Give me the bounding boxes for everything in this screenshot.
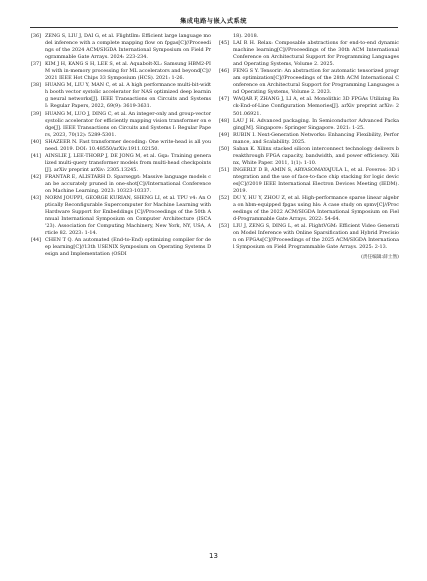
reference-entry: [31, 33, 211, 61]
reference-number: [51]: [219, 166, 230, 173]
reference-number: [44]: [31, 237, 42, 244]
header-divider: [30, 27, 398, 28]
reference-text: KIM J H, KANG S H, LEE S, et al. Aquabolt-XL: Samsung HBM2-PIM with in-memory processing for ML accelerators and beyond[C]//2021 IEEE Hot Chips 33 Symposium (HCS). 2021: 1-26.: [45, 61, 211, 82]
reference-number: [50]: [219, 145, 230, 152]
reference-number: [47]: [219, 96, 230, 103]
reference-entry: [219, 132, 399, 146]
reference-text: ZENG S, LIU J, DAI G, et al. Flightllm: Efficient large language model inference with a complete mapping flow on fpgas[C]//Proceedings of the 2024 ACM/SIGDA International Symposium on Field Programmable Gate Arrays. 2024: 223-234.: [45, 33, 211, 61]
reference-entry: [31, 237, 211, 258]
reference-number: [39]: [31, 110, 42, 117]
reference-entry: [219, 223, 399, 251]
reference-text: FENG S Y. Tensorir: An abstraction for automatic tensorized program optimization[C]//Proceedings of the 28th ACM International Conference on Architectural Support for Programming Languages and Operating Systems, Volume 2. 2023.: [233, 68, 399, 96]
reference-number: [48]: [219, 117, 230, 124]
reference-text: INGERLY D B, AMIN S, ARYASOMAYAJULA L, et al. Foveros: 3D integration and the use of face-to-face chip stacking for logic devices[C]//2019 IEEE International Electron Devices Meeting (IEDM). 2019.: [233, 166, 399, 195]
reference-text: LAI R H. Relax: Composable abstractions for end-to-end dynamic machine learning[C]//Proceedings of the 30th ACM International Conference on Architectural Support for Programming Languages and Operating Systems, Volume 2. 2025.: [233, 40, 399, 68]
reference-number: [37]: [31, 61, 42, 68]
reference-entry: [219, 146, 399, 167]
reference-entry: [31, 195, 211, 237]
reference-text: Saban K. Xilinx stacked silicon interconnect technology delivers breakthrough FPGA capacity, bandwidth, and power efficiency. Xilinx, White Paper. 2011, 1(1): 1-10.: [233, 145, 399, 166]
reference-text: LIU J, ZENG S, DING L, et al. FlightVGM: Efficient Video Generation Model Inference with Online Sparsification and Hybrid Precision on FPGAs[C]//Proceedings of the 2025 ACM/SIGDA International Symposium on Field Programmable Gate Arrays. 2025: 2-13.: [233, 223, 399, 251]
reference-number: [45]: [219, 40, 230, 47]
reference-number: [49]: [219, 131, 230, 138]
reference-text: CHEN T Q. An automated (End-to-End) optimizing compiler for deep learning[C]//13th USENIX Symposium on Operating Systems Design and Implementation (OSDI: [45, 237, 211, 258]
reference-number: [43]: [31, 195, 42, 202]
reference-number: [53]: [219, 223, 230, 230]
reference-entry: [219, 40, 399, 68]
journal-header: 集成电路与嵌入式系统: [180, 18, 247, 25]
reference-number: [38]: [31, 82, 42, 89]
reference-entry: [219, 195, 399, 223]
reference-text: HUANG M, LIU Y, MAN C, et al. A high performance multi-bit-width booth vector systolic accelerator for NAS optimized deep learning neural networks[J]. IEEE Transactions on Circuits and Systems I: Regular Papers, 2022, 69(9): 3619-3631.: [45, 82, 212, 110]
reference-text: HUANG M, LUO J, DING C, et al. An integer-only and group-vector systolic accelerator for efficiently mapping vision transformer on edge[J]. IEEE Transactions on Circuits and Systems I: Regular Papers, 2023, 70(12): 5289-5301.: [45, 110, 211, 138]
reference-text: FRANTAR E, ALISTARH D. Sparsegpt: Massive language models can be accurately pruned in one-shot[C]//International Conference on Machine Learning. 2023: 10323-10337.: [45, 173, 211, 195]
reference-entry: [31, 139, 211, 153]
reference-entry: [31, 82, 211, 110]
reference-number: [41]: [31, 152, 42, 159]
reference-text: DU Y, HU Y, ZHOU Z, et al. High-performance sparse linear algebra on hbm-equipped fpgas using hls: A case study on spmv[C]//Proceedings of the 2022 ACM/SIGDA International Symposium on Field-Programmable Gate Arrays. 2022: 54-64.: [233, 195, 399, 223]
reference-number: [40]: [31, 138, 42, 145]
reference-entry: [31, 61, 211, 82]
references-left-column: [31, 33, 211, 259]
reference-entry: [31, 111, 211, 139]
reference-text: 18). 2018.: [233, 33, 259, 39]
reference-entry: [31, 174, 211, 195]
reference-entry: [219, 167, 399, 195]
responsible-editor-note: (责任编辑:薛士然): [360, 255, 399, 261]
reference-entry: [219, 68, 399, 96]
reference-text: AINSLIE J, LEE-THORP J, DE JONG M, et al. Gqa: Training generalized multi-query transformer models from multi-head checkpoints[J]. arXiv preprint arXiv: 2305.13245.: [45, 152, 211, 173]
reference-text: WAQAR F, ZHANG J, LI A, et al. Monolithic 3D FPGAs Utilizing Back-End-of-Line Configuration Memories[J]. arXiv preprint arXiv: 2501.06921.: [233, 96, 399, 117]
reference-entry: [219, 96, 399, 117]
reference-number: [52]: [219, 195, 230, 202]
reference-number: [46]: [219, 68, 230, 75]
reference-entry: [219, 118, 399, 132]
reference-number: [42]: [31, 173, 42, 180]
reference-text: NORM JOUPPI, GEORGE KURIAN, SHENG LI, et al. TPU v4: An Optically Reconfigurable Supercomputer for Machine Learning with Hardware Support for Embeddings [C]//Proceedings of the 50th Annual International Symposium on Computer Architecture (ISCA '23). Association for Computing Machinery, New York, NY, USA, Article 82. 2023: 1-14.: [45, 195, 211, 237]
page-number: 13: [209, 552, 218, 560]
reference-text: LAU J H. Advanced packaging. In Semiconductor Advanced Packaging[M]. Singapore: Springer Singapore. 2021: 1-25.: [233, 117, 399, 131]
reference-entry: [219, 33, 399, 40]
reference-number: [36]: [31, 33, 42, 39]
reference-text: RUBIN I. Next-Generation Networks: Enhancing Flexibility, Performance, and Scalability. 2025.: [233, 131, 399, 145]
reference-entry: [31, 153, 211, 174]
reference-text: SHAZEER N. Fast transformer decoding: One write-head is all you need. 2019. DOI: 10.48550/arXiv.1911.02150.: [45, 138, 211, 152]
references-right-column: [219, 33, 399, 262]
